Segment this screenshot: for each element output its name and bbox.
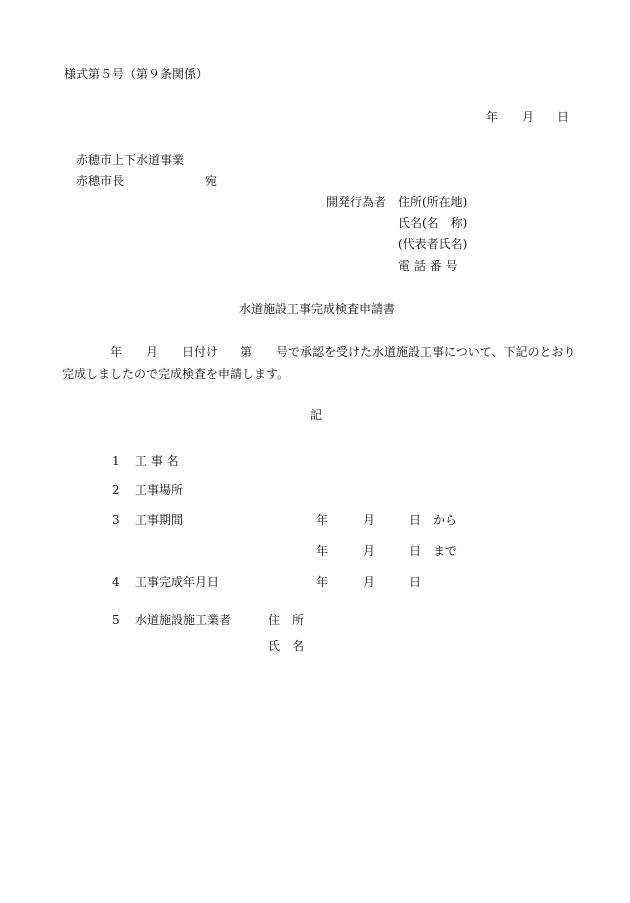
item4-day: 日	[409, 575, 422, 589]
item3-from-day: 日	[409, 513, 422, 527]
item4-number: 4	[112, 575, 120, 589]
item4-year: 年	[316, 575, 329, 589]
body-month: 月	[146, 345, 159, 359]
document-title: 水道施設工事完成検査申請書	[239, 302, 396, 316]
header-date-month: 月	[522, 110, 535, 124]
body-line1-rest: 号で承認を受けた水道施設工事について、下記のとおり	[276, 345, 576, 359]
applicant-phone-label: 電 話 番 号	[398, 259, 458, 273]
applicant-representative-label: (代表者氏名)	[398, 237, 468, 251]
item2-number: 2	[112, 483, 120, 497]
item3-number: 3	[112, 513, 120, 527]
item4-month: 月	[363, 575, 376, 589]
applicant-address-label: 住所(所在地)	[398, 195, 468, 209]
body-number-prefix: 第	[240, 345, 253, 359]
item3-label: 工事期間	[135, 513, 184, 527]
form-number: 様式第５号（第９条関係）	[64, 67, 209, 81]
body-year: 年	[110, 345, 123, 359]
addressee-mayor: 赤穂市長	[76, 174, 125, 188]
header-date-year: 年	[486, 110, 499, 124]
header-date-day: 日	[557, 110, 570, 124]
applicant-role: 開発行為者	[326, 195, 387, 209]
ki-heading: 記	[310, 408, 323, 422]
item3-from-suffix: から	[433, 513, 458, 527]
item5-address-label: 住 所	[268, 613, 305, 627]
item3-to-year: 年	[316, 544, 329, 558]
item1-number: 1	[112, 454, 120, 468]
item3-from-year: 年	[316, 513, 329, 527]
body-line2: 完成しましたので完成検査を申請します。	[62, 367, 290, 381]
item5-number: 5	[112, 613, 120, 627]
item3-to-suffix: まで	[433, 544, 458, 558]
addressee-honorific: 宛	[205, 174, 218, 188]
item3-to-month: 月	[363, 544, 376, 558]
item2-label: 工事場所	[135, 483, 184, 497]
applicant-name-label: 氏名(名 称)	[398, 216, 468, 230]
item4-label: 工事完成年月日	[135, 575, 220, 589]
body-day-dated: 日付け	[182, 345, 219, 359]
item1-label: 工 事 名	[135, 454, 179, 468]
item5-label: 水道施設施工業者	[135, 613, 232, 627]
addressee-bureau: 赤穂市上下水道事業	[76, 153, 185, 167]
item3-to-day: 日	[409, 544, 422, 558]
item5-name-label: 氏 名	[268, 639, 305, 653]
item3-from-month: 月	[363, 513, 376, 527]
